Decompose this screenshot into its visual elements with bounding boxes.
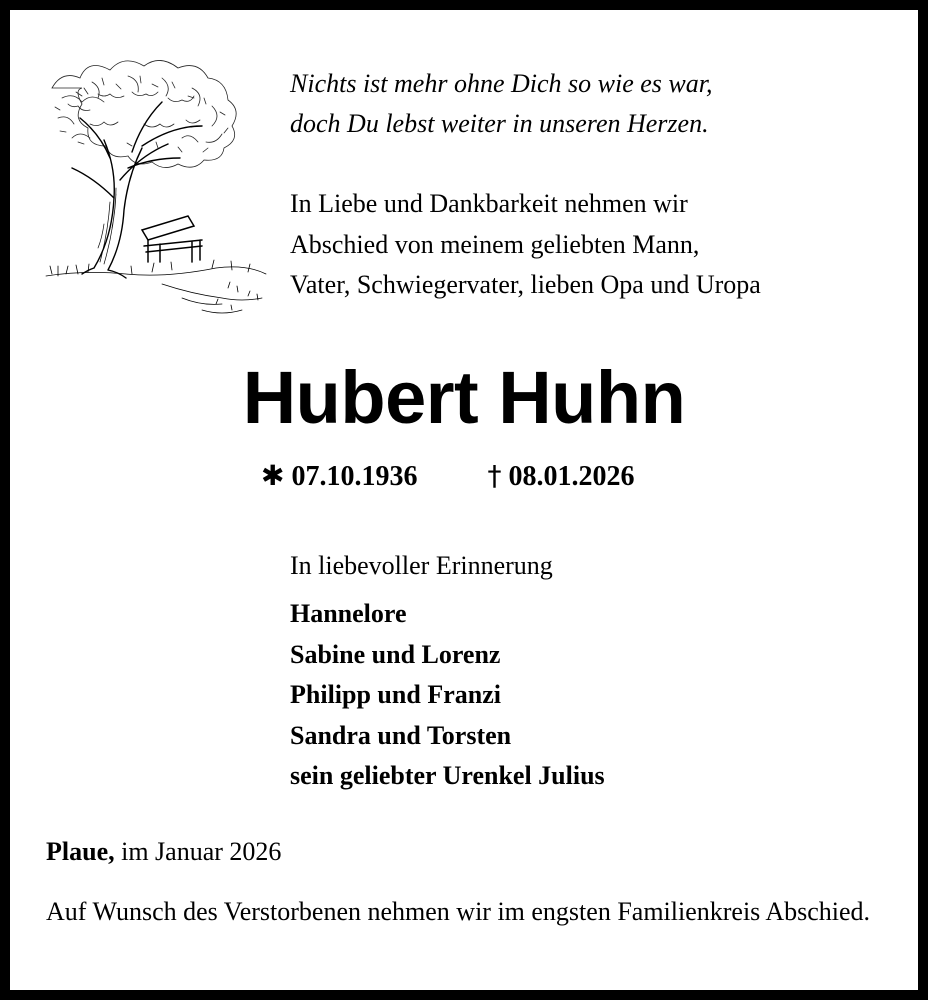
- place-town: Plaue,: [46, 837, 115, 866]
- mourner-name: Philipp und Franzi: [290, 680, 501, 709]
- mourner-name: Hannelore: [290, 599, 407, 628]
- quote-line-1: Nichts ist mehr ohne Dich so wie es war,: [290, 69, 713, 98]
- place-and-date: [46, 832, 281, 872]
- intro-line-2: Abschied von meinem geliebten Mann,: [290, 229, 700, 259]
- birth-star-icon: ✱: [261, 459, 285, 492]
- obituary-card: [10, 10, 918, 990]
- mourner-name: Sandra und Torsten: [290, 720, 512, 750]
- death-cross-icon: †: [487, 459, 502, 492]
- birth-date: 07.10.1936: [291, 461, 418, 492]
- intro-line-1: In Liebe und Dankbarkeit nehmen wir: [290, 189, 688, 218]
- mourners-list: [290, 594, 605, 797]
- quote-line-2: doch Du lebst weiter in unseren Herzen.: [290, 109, 709, 138]
- farewell-intro: [290, 184, 761, 306]
- memorial-quote: [290, 64, 713, 144]
- mourner-name: Sabine und Lorenz: [290, 639, 501, 669]
- death-date: 08.01.2026: [508, 461, 635, 492]
- deceased-name: Hubert Huhn: [242, 356, 686, 439]
- place-date: im Januar 2026: [121, 837, 282, 866]
- memory-line: In liebevoller Erinnerung: [290, 551, 553, 580]
- mourner-name: sein geliebter Urenkel Julius: [290, 761, 605, 790]
- closing-note: Auf Wunsch des Verstorbenen nehmen wir im engsten Familienkreis Abschied.: [46, 897, 871, 926]
- tree-with-bench-icon: [32, 48, 282, 320]
- intro-line-3: Vater, Schwiegervater, lieben Opa und Uropa: [290, 270, 761, 299]
- life-dates: [261, 456, 634, 497]
